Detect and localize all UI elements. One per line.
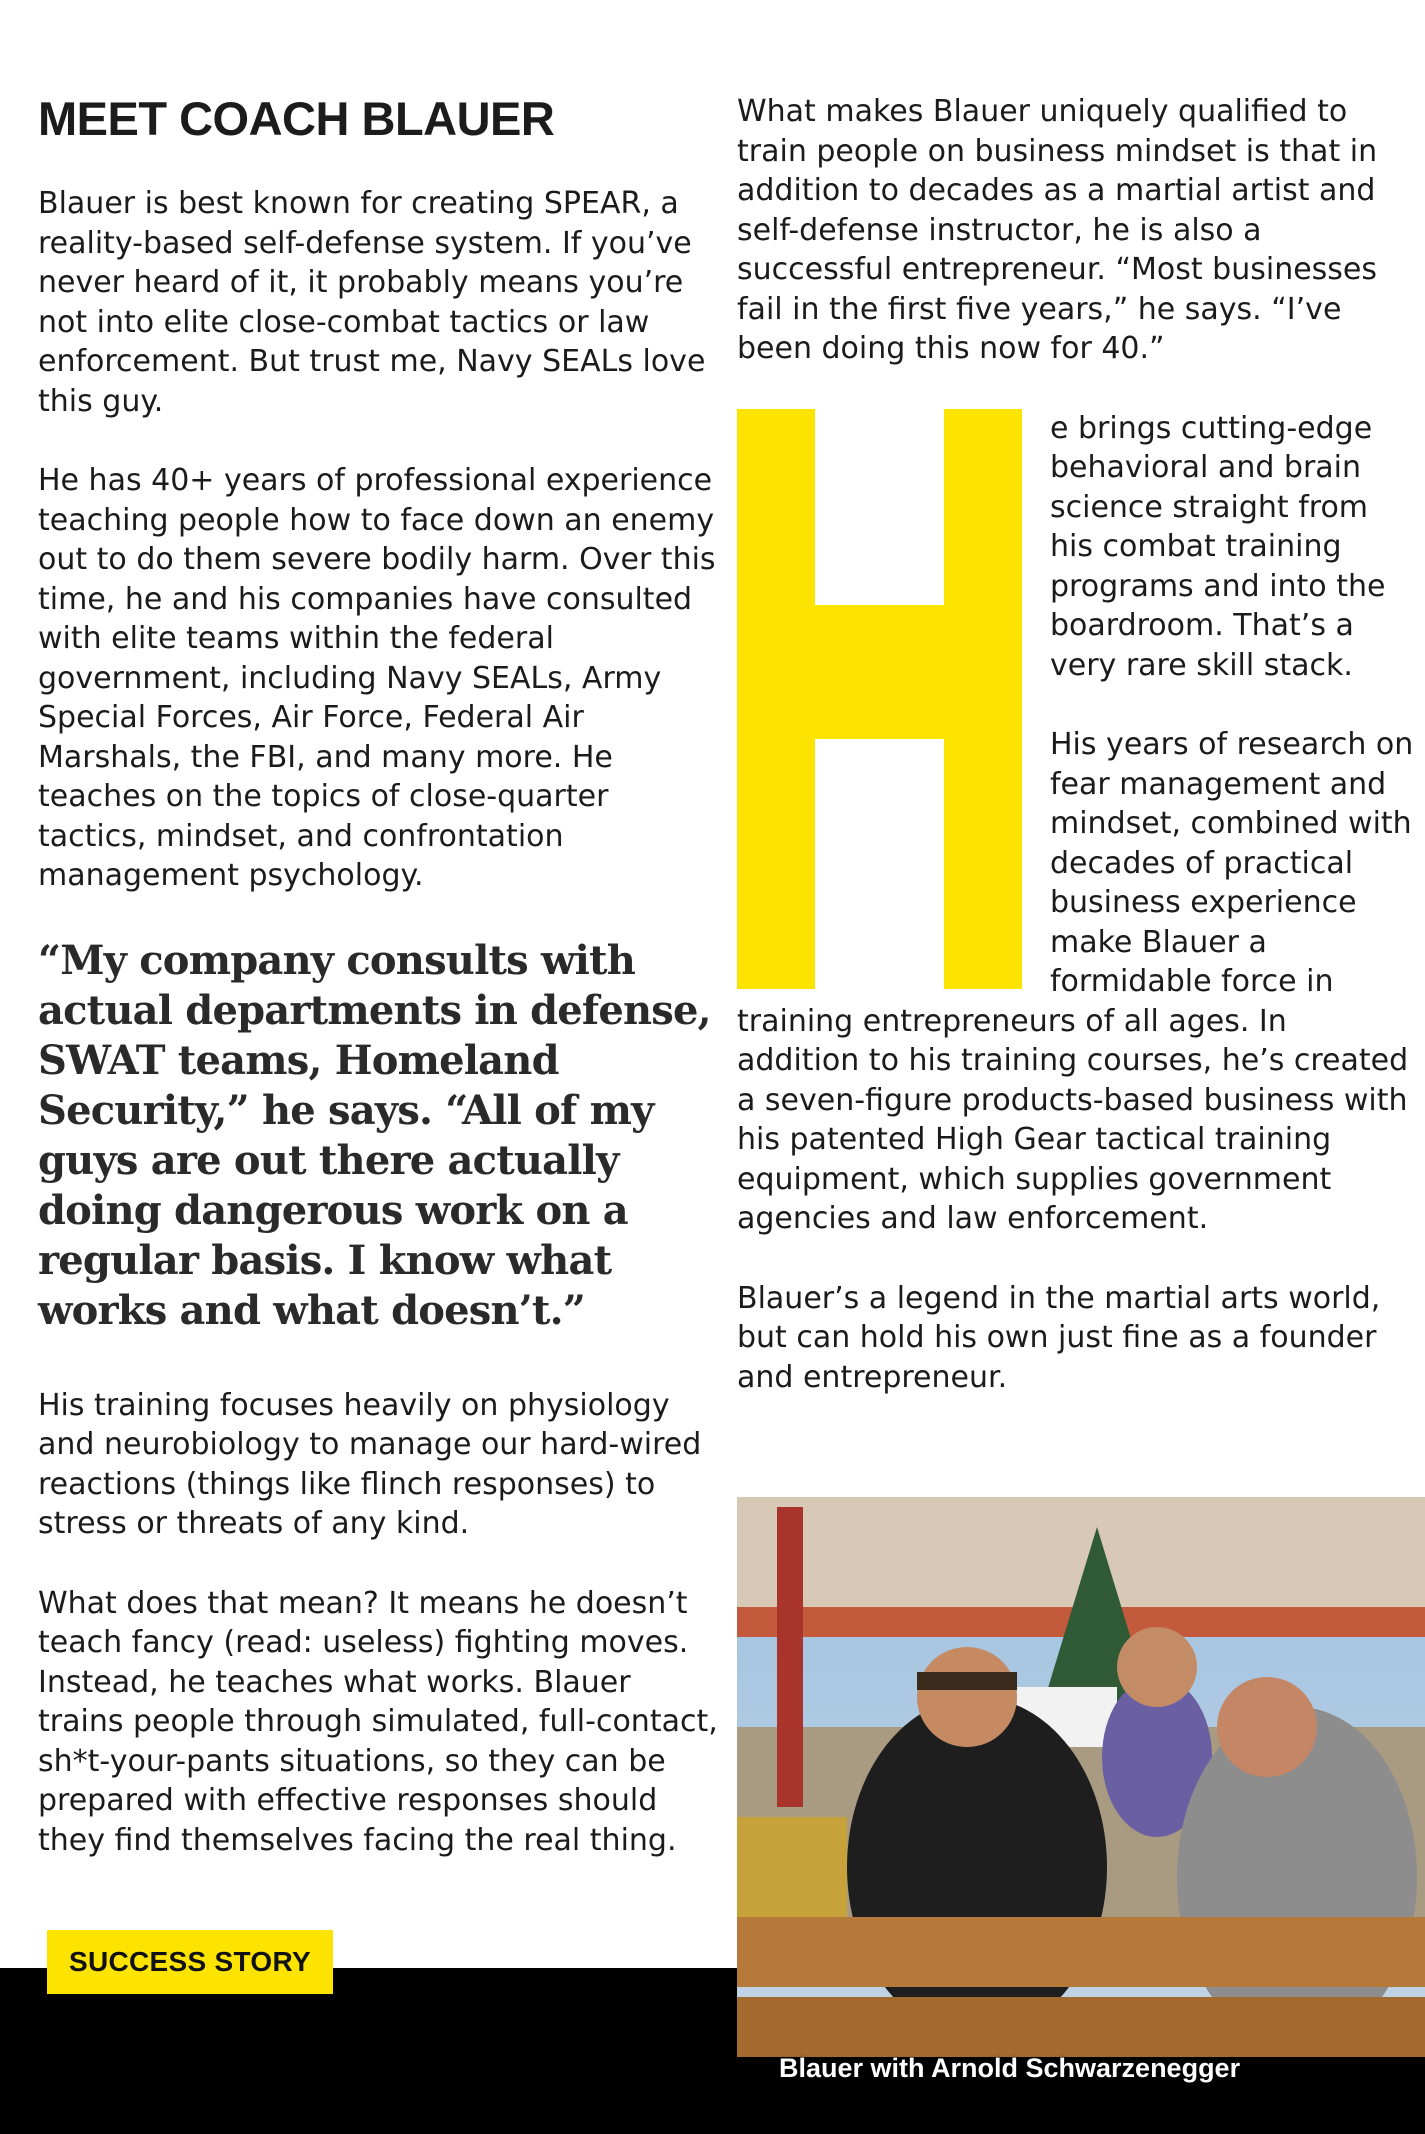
research-paragraph: His years of research on fear management and mindset, combined with decades of practical business experience make Blauer a formidable force in training entrepreneurs of all ages. In addition to his training courses, he’s created a seven-figure products-based business with his patented High Gear tactical training equipment, which supplies government agencies and law enforcement. xyxy=(737,727,1414,1236)
article-heading: MEET COACH BLAUER xyxy=(38,92,555,145)
science-paragraph: e brings cutting-edge behavioral and brain science straight from his combat training programs and into the boardroom. That’s a very rare skill stack. xyxy=(1050,410,1386,683)
dropcap-h-icon xyxy=(737,409,1022,989)
meaning-paragraph: What does that mean? It means he doesn’t teach fancy (read: useless) fighting moves. Instead, he teaches what works. Blauer trains people through simulated, full-contact, sh*t-your-pants situations, so they can be prepared with effective responses should they find themselves facing the real thing. xyxy=(38,1585,718,1858)
legend-paragraph: Blauer’s a legend in the martial arts world, but can hold his own just fine as a founder and entrepreneur. xyxy=(737,1280,1381,1395)
photo-caption: Blauer with Arnold Schwarzenegger xyxy=(779,2053,1241,2083)
qualification-paragraph: What makes Blauer uniquely qualified to train people on business mindset is that in addition to decades as a martial artist and self-defense instructor, he is also a successful entrepreneur. “Most businesses fail in the first five years,” he says. “I’ve been doing this now for 40.” xyxy=(737,94,1378,366)
dropcap-letter xyxy=(737,409,1022,989)
photo xyxy=(737,1497,1425,2134)
experience-paragraph: He has 40+ years of professional experience teaching people how to face down an enemy out to do them severe bodily harm. Over this time, he and his companies have consulted with elite teams within the federal government, including Navy SEALs, Army Special Forces, Air Force, Federal Air Marshals, the FBI, and many more. He teaches on the topics of close-quarter tactics, mindset, and confrontation management psychology. xyxy=(38,463,716,894)
pull-quote: “My company consults with actual departments in defense, SWAT teams, Homeland Security,” he says. “All of my guys are out there actually doing dangerous work on a regular basis. I know what works and what doesn’t.” xyxy=(38,936,711,1334)
left-column xyxy=(38,92,718,1900)
right-column xyxy=(737,92,1417,1437)
intro-paragraph: Blauer is best known for creating SPEAR, a reality-based self-defense system. If you’ve never heard of it, it probably means you’re not into elite close-combat tactics or law enforcement. But trust me, Navy SEALs love this guy. xyxy=(38,186,706,419)
dropcap-section xyxy=(737,409,1417,1239)
photo-illustration xyxy=(737,1497,1425,2134)
training-paragraph: His training focuses heavily on physiology and neurobiology to manage our hard-wired reactions (things like flinch responses) to stress or threats of any kind. xyxy=(38,1387,702,1542)
section-tag: SUCCESS STORY xyxy=(47,1930,333,1994)
